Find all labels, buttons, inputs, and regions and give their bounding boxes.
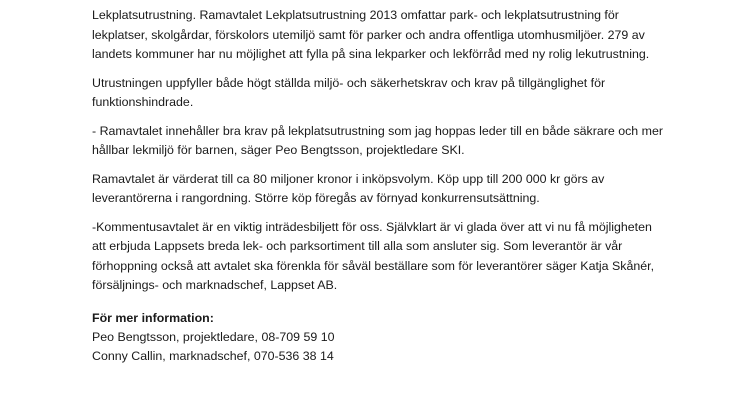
text-line: -Kommentusavtalet är en viktig inträdesbiljett för oss. Självklart är vi glada över att vi nu få möjligheten (92, 219, 652, 234)
body-text (92, 6, 692, 305)
text-line: Lekplatsutrustning. Ramavtalet Lekplatsutrustning 2013 omfattar park- och lekplatsutrustning för (92, 8, 619, 22)
contact-person-2: Conny Callin, marknadschef, 070-536 38 14 (92, 349, 334, 363)
text-line: hållbar lekmiljö för barnen, säger Peo Bengtsson, projektledare SKI. (92, 143, 465, 157)
text-line: försäljnings- och marknadschef, Lappset AB. (92, 278, 338, 292)
text-line: funktionshindrade. (92, 95, 194, 109)
text-line: lekplatser, skolgårdar, förskolors utemiljö samt för parker och andra offentliga utomhusmiljöer. 279 av (92, 27, 645, 42)
paragraph-5 (92, 218, 692, 296)
contact-heading: För mer information: (92, 311, 214, 325)
text-line: - Ramavtalet innehåller bra krav på lekplatsutrustning som jag hoppas leder till en både säkrare och mer (92, 123, 663, 138)
text-line: förhoppning också att avtalet ska förenkla för såväl beställare som för leverantörer säger Katja Skånér, (92, 258, 655, 273)
contact-person-1: Peo Bengtsson, projektledare, 08-709 59 10 (92, 330, 335, 344)
paragraph-4 (92, 170, 692, 209)
paragraph-1 (92, 6, 692, 65)
text-line: Ramavtalet är värderat till ca 80 miljoner kronor i inköpsvolym. Köp upp till 200 000 kr görs av (92, 171, 605, 186)
text-line: Utrustningen uppfyller både högt ställda miljö- och säkerhetskrav och krav på tillgänglighet för (92, 75, 606, 90)
paragraph-2 (92, 74, 692, 113)
paragraph-3 (92, 122, 692, 161)
contact-section (92, 309, 692, 366)
text-line: landets kommuner har nu möjlighet att fylla på sina lekparker och lekförråd med ny rolig lekutrustning. (92, 47, 650, 61)
text-line: leverantörerna i rangordning. Större köp föregås av förnyad konkurrensutsättning. (92, 191, 540, 205)
text-line: att erbjuda Lappsets breda lek- och parksortiment till alla som ansluter sig. Som leverantör är vår (92, 239, 623, 253)
